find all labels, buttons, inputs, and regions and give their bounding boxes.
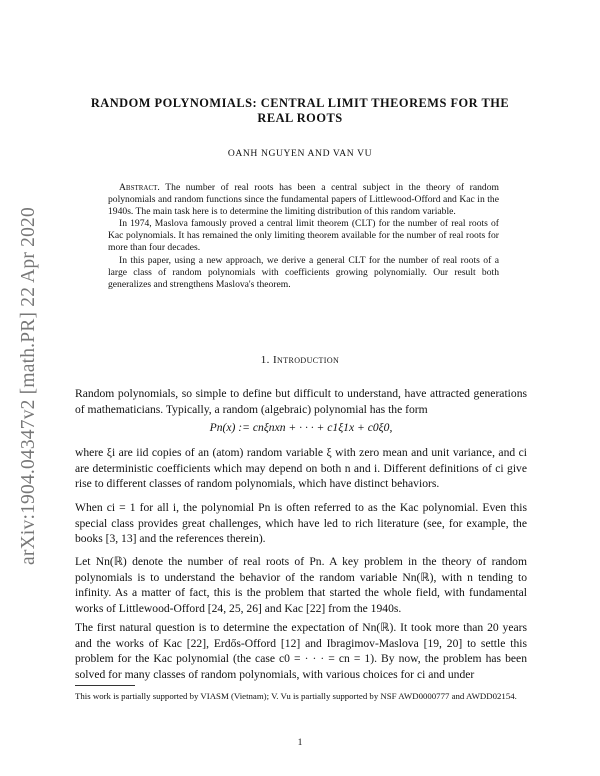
abstract-label: Abstract. (119, 182, 160, 193)
abstract-p1-text: The number of real roots has been a central subject in the theory of random polynomials and random functions since the fundamental papers of Littlewood-Offord and Kac in the 1940s. The main task here is to determine the limiting distribution of this random variable. (108, 182, 499, 218)
section-heading (70, 354, 530, 366)
title-line-1: RANDOM POLYNOMIALS: CENTRAL LIMIT THEOREMS FOR THE (90, 96, 510, 110)
body-paragraph-2: where ξi are iid copies of an (atom) random variable ξ with zero mean and unit variance, and ci are deterministic coefficients which may depend on both n and i. Different definitions of ci give rise to different classes of random polynomials, which have distinct behaviors. (75, 446, 527, 490)
body-paragraph-1: Random polynomials, so simple to define but difficult to understand, have attracted generations of mathematicians. Typically, a random (algebraic) polynomial has the form (75, 387, 527, 416)
section-number: 1. (260, 354, 270, 366)
page-number: 1 (297, 737, 303, 748)
footnote-rule (75, 685, 135, 686)
body-paragraph-4: Let Nn(ℝ) denote the number of real roots of Pn. A key problem in the theory of random polynomials is to understand the behavior of the random variable Nn(ℝ), with n tending to infinity. As a matter of fact, this is the problem that started the whole field, with fundamental works of Littlewood-Offord [24, 25, 26] and Kac [22] from the 1940s. (75, 555, 527, 615)
abstract (108, 182, 499, 291)
authors: OANH NGUYEN AND VAN VU (227, 148, 373, 159)
arxiv-identifier-stamp (12, 196, 46, 576)
body-paragraph-5: The first natural question is to determine the expectation of Nn(ℝ). It took more than 20 years and the works of Kac [22], Erdős-Offord [12] and Ibragimov-Maslova [19, 20] to settle this problem for the Kac polynomial (the case c0 = · · · = cn = 1). By now, the problem has been solved for many classes of random polynomials, with various choices for ci and under (75, 621, 527, 681)
body-paragraph-3: When ci = 1 for all i, the polynomial Pn is often referred to as the Kac polynomial. Even this special class provides great challenges, which have led to rich literature (see, for example, the books [3, 13] and the references therein). (75, 501, 527, 545)
footnote: This work is partially supported by VIASM (Vietnam); V. Vu is partially supported by NSF AWD0000777 and AWDD02154. (75, 691, 517, 701)
abstract-paragraph-3: In this paper, using a new approach, we derive a general CLT for the number of real roots of a large class of random polynomials with coefficients growing polynomially. Our result both generalizes and strengthens Maslova's theorem. (108, 254, 499, 290)
title-line-2: REAL ROOTS (257, 111, 343, 125)
polynomial-equation: Pn(x) := cnξnxn + · · · + c1ξ1x + c0ξ0, (209, 421, 393, 434)
arxiv-identifier-text: arXiv:1904.04347v2 [math.PR] 22 Apr 2020 (18, 207, 39, 565)
paper-title (70, 96, 530, 126)
abstract-paragraph-1 (108, 182, 499, 218)
abstract-paragraph-2: In 1974, Maslova famously proved a central limit theorem (CLT) for the number of real roots of Kac polynomials. It has remained the only limiting theorem available for the number of real roots for more than four decades. (108, 218, 499, 254)
section-title: Introduction (272, 354, 340, 366)
